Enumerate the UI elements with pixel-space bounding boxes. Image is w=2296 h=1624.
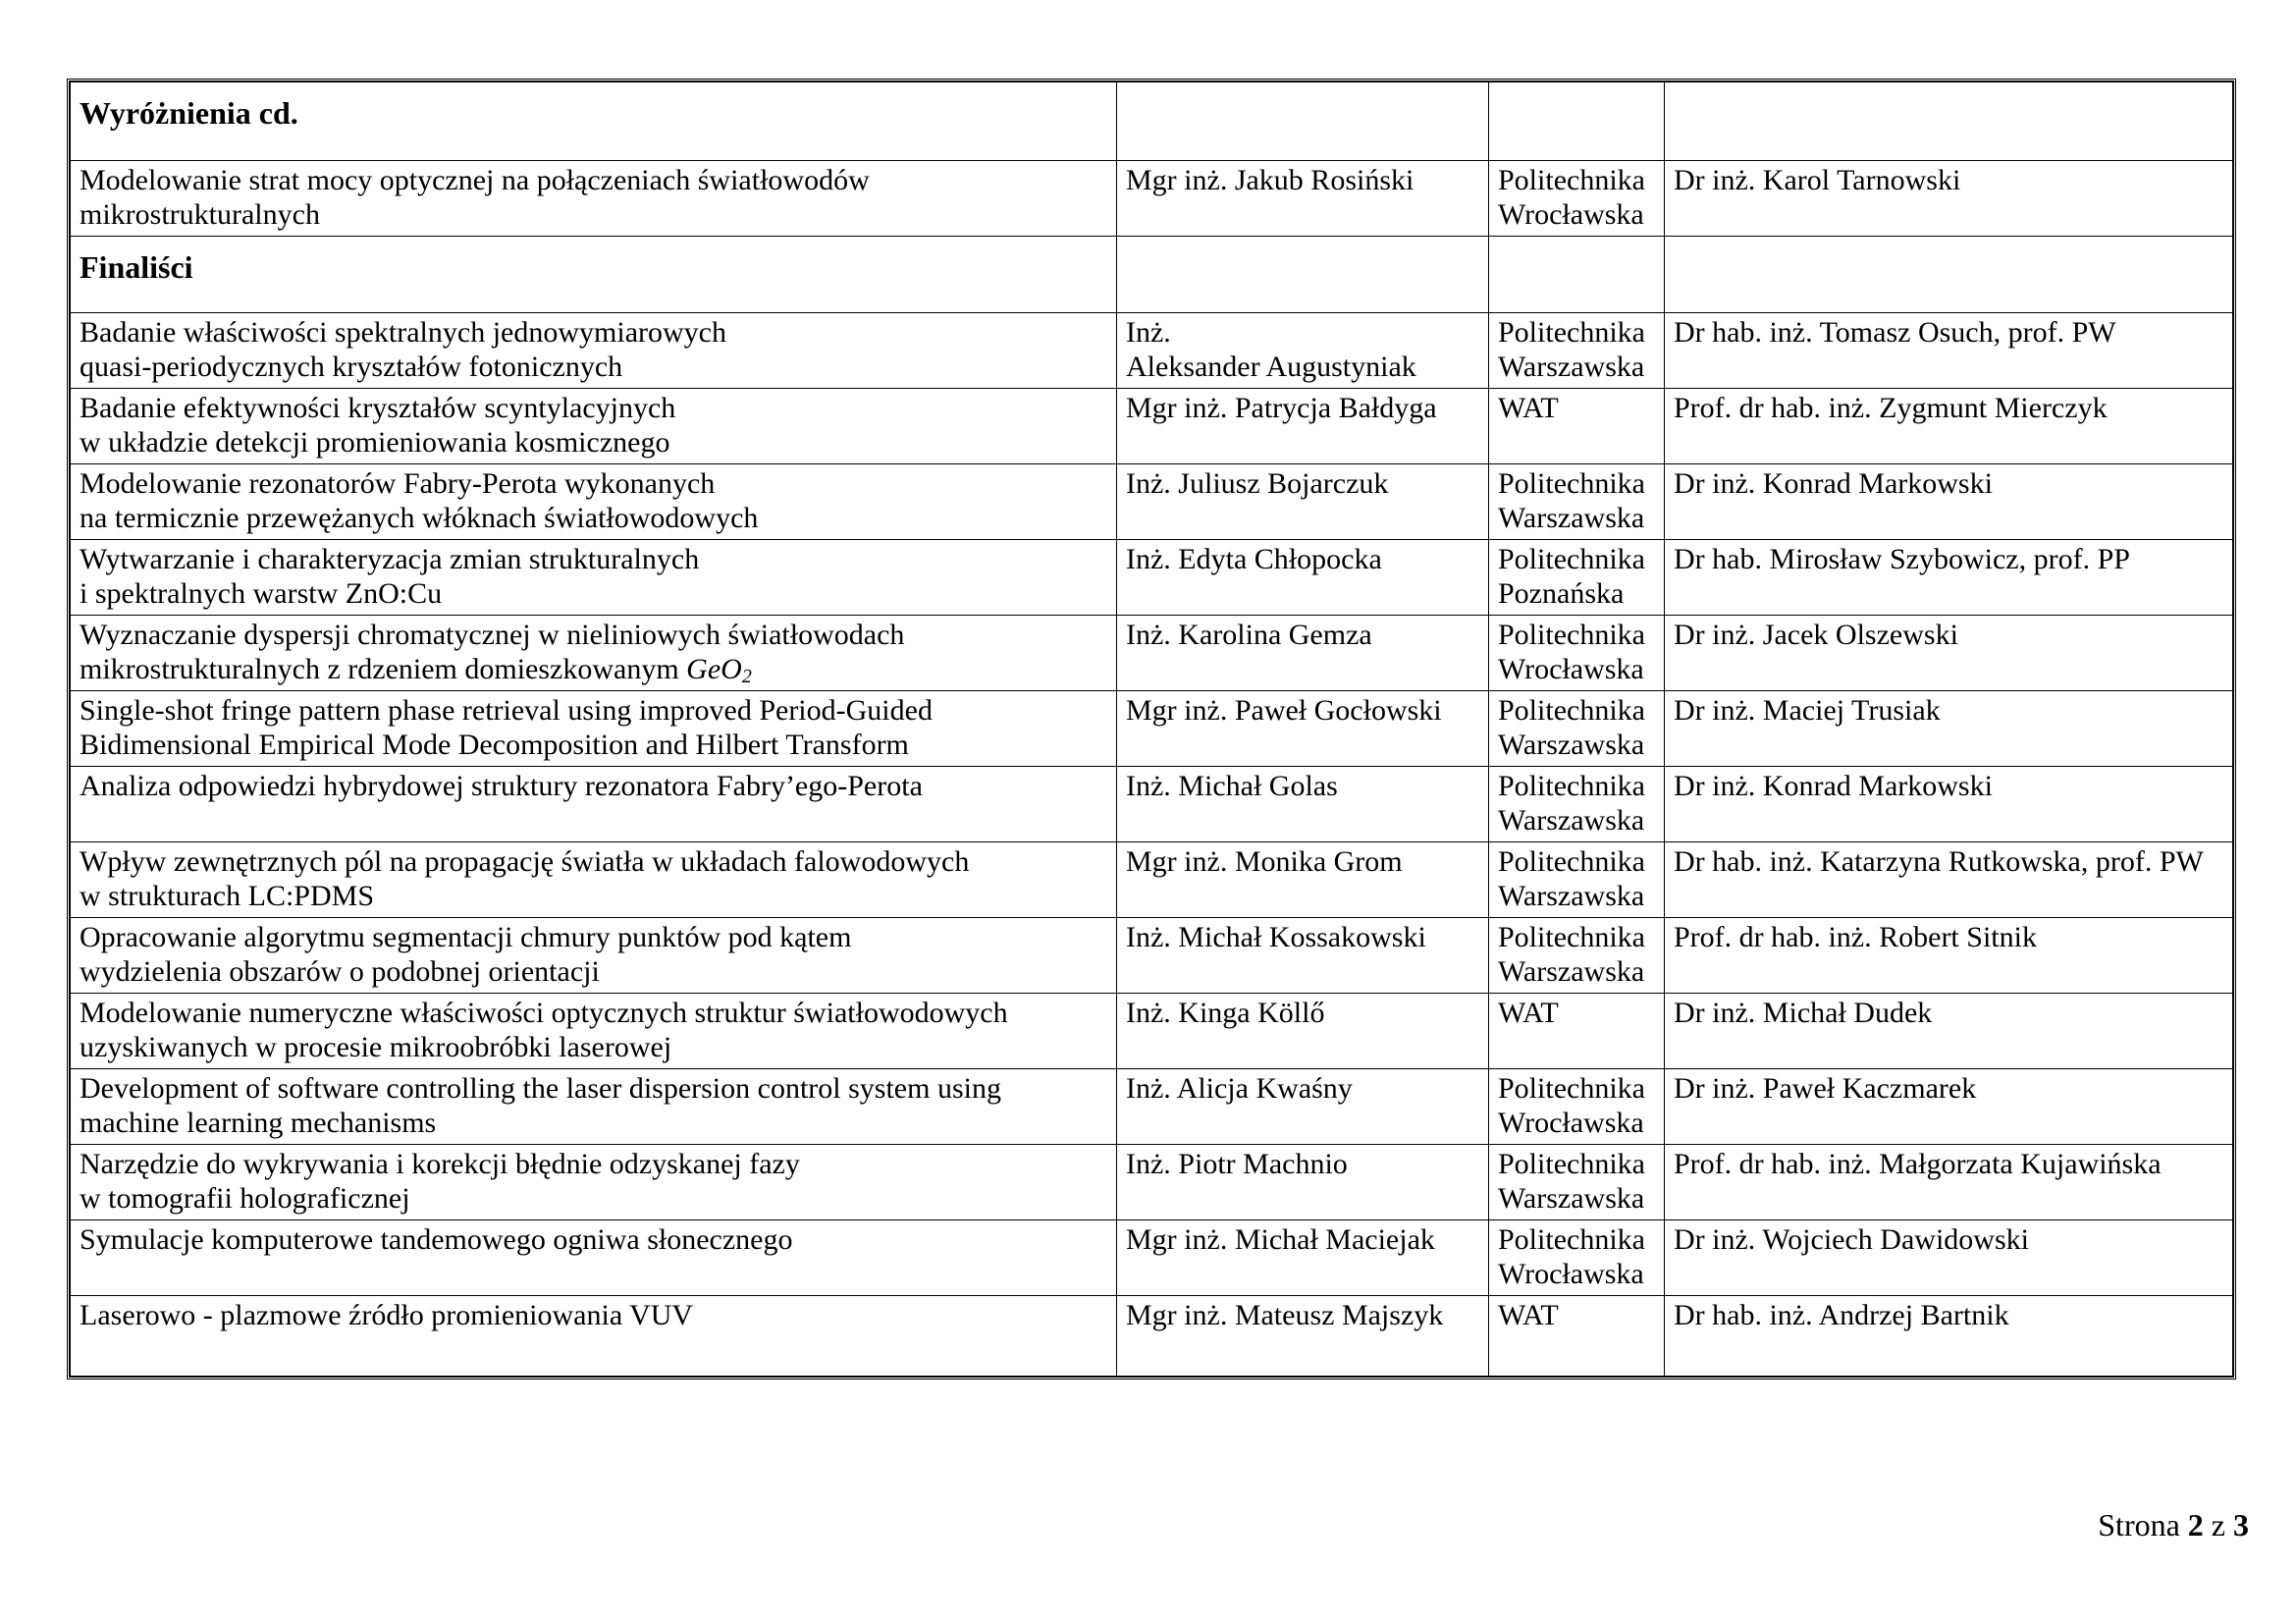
thesis-title-text: Modelowanie rezonatorów Fabry-Perota wykonanych — [80, 467, 716, 500]
author-cell — [1117, 389, 1489, 464]
supervisor-name: Dr hab. inż. Tomasz Osuch, prof. PW — [1674, 316, 2116, 349]
table-row — [71, 842, 2233, 918]
thesis-title-line — [80, 954, 1107, 989]
thesis-title-text: Wytwarzanie i charakteryzacja zmian strukturalnych — [80, 543, 700, 575]
university-name: Politechnika — [1498, 316, 1645, 349]
author-cell — [1117, 540, 1489, 616]
author-name: Inż. — [1126, 316, 1171, 349]
university-name: Warszawska — [1498, 955, 1645, 988]
university-name: Warszawska — [1498, 804, 1645, 837]
table-row — [71, 161, 2233, 237]
supervisor-name: Dr hab. inż. Katarzyna Rutkowska, prof. PW — [1674, 845, 2204, 878]
supervisor-cell — [1665, 1145, 2233, 1220]
supervisor-name: Dr inż. Maciej Trusiak — [1674, 694, 1941, 727]
supervisor-name: Dr inż. Konrad Markowski — [1674, 770, 1993, 802]
thesis-title-cell — [71, 161, 1117, 237]
author-cell — [1117, 691, 1489, 767]
university-name: Wrocławska — [1498, 653, 1644, 685]
thesis-title-text: uzyskiwanych w procesie mikroobróbki laserowej — [80, 1031, 672, 1063]
empty-cell — [1117, 237, 1489, 313]
thesis-title-text: na termicznie przewężanych włóknach światłowodowych — [80, 502, 759, 534]
thesis-title-line — [80, 197, 1107, 232]
thesis-title-cell — [71, 540, 1117, 616]
university-cell — [1489, 918, 1665, 994]
page-number-separator: z — [2211, 1507, 2225, 1543]
university-cell — [1489, 389, 1665, 464]
thesis-title-line — [80, 728, 1107, 762]
thesis-title-line — [80, 501, 1107, 535]
thesis-title-text: Laserowo - plazmowe źródło promieniowania VUV — [80, 1299, 694, 1331]
university-name: Wrocławska — [1498, 1258, 1644, 1290]
thesis-title-cell — [71, 1069, 1117, 1145]
university-name: Politechnika — [1498, 845, 1645, 878]
thesis-title-line — [80, 879, 1107, 913]
thesis-title-cell — [71, 994, 1117, 1069]
university-name: Warszawska — [1498, 729, 1645, 761]
university-name: Warszawska — [1498, 880, 1645, 912]
table-row — [71, 1145, 2233, 1220]
thesis-title-line — [80, 542, 1107, 576]
section-title-cell — [71, 237, 1117, 313]
author-name: Inż. Piotr Machnio — [1126, 1148, 1348, 1180]
thesis-title-line — [80, 1030, 1107, 1064]
university-name: Politechnika — [1498, 694, 1645, 727]
author-cell — [1117, 918, 1489, 994]
university-name: Poznańska — [1498, 577, 1625, 610]
section-title: Wyróżnienia cd. — [80, 95, 298, 131]
author-cell — [1117, 464, 1489, 540]
university-name: Warszawska — [1498, 502, 1645, 534]
thesis-title-text: mikrostrukturalnych — [80, 198, 320, 231]
table-row — [71, 389, 2233, 464]
thesis-title-line — [80, 920, 1107, 954]
supervisor-cell — [1665, 842, 2233, 918]
supervisor-name: Prof. dr hab. inż. Zygmunt Mierczyk — [1674, 392, 2108, 424]
supervisor-cell — [1665, 540, 2233, 616]
thesis-title-text: i spektralnych warstw ZnO:Cu — [80, 577, 443, 610]
thesis-title-line — [80, 652, 1107, 686]
thesis-title-text: quasi-periodycznych kryształów fotonicznych — [80, 351, 623, 383]
supervisor-cell — [1665, 691, 2233, 767]
thesis-title-line — [80, 163, 1107, 197]
thesis-title-cell — [71, 313, 1117, 389]
thesis-title-cell — [71, 842, 1117, 918]
supervisor-name: Prof. dr hab. inż. Małgorzata Kujawińska — [1674, 1148, 2162, 1180]
author-cell — [1117, 1145, 1489, 1220]
author-cell — [1117, 842, 1489, 918]
thesis-title-line — [80, 1298, 1107, 1332]
page-number-current: 2 — [2187, 1507, 2204, 1543]
university-cell — [1489, 1069, 1665, 1145]
thesis-title-cell — [71, 389, 1117, 464]
author-name: Mgr inż. Patrycja Bałdyga — [1126, 392, 1437, 424]
supervisor-name: Dr hab. Mirosław Szybowicz, prof. PP — [1674, 543, 2130, 575]
author-cell — [1117, 313, 1489, 389]
thesis-title-line — [80, 1222, 1107, 1257]
thesis-title-line — [80, 576, 1107, 611]
university-cell — [1489, 1220, 1665, 1296]
page-number-label: Strona — [2098, 1507, 2180, 1543]
empty-cell — [1665, 237, 2233, 313]
empty-cell — [1489, 237, 1665, 313]
thesis-title-text: mikrostrukturalnych z rdzeniem domieszkowanym — [80, 653, 679, 685]
thesis-title-text: Wpływ zewnętrznych pól na propagację światła w układach falowodowych — [80, 845, 970, 878]
author-name: Inż. Alicja Kwaśny — [1126, 1072, 1353, 1105]
university-cell — [1489, 616, 1665, 691]
university-cell — [1489, 313, 1665, 389]
author-name: Mgr inż. Jakub Rosiński — [1126, 164, 1415, 196]
author-cell — [1117, 1220, 1489, 1296]
author-cell — [1117, 616, 1489, 691]
supervisor-name: Dr inż. Konrad Markowski — [1674, 467, 1993, 500]
thesis-title-text: wydzielenia obszarów o podobnej orientacji — [80, 955, 600, 988]
thesis-title-cell — [71, 691, 1117, 767]
university-name: Politechnika — [1498, 1148, 1645, 1180]
author-name: Inż. Kinga Köllő — [1126, 997, 1325, 1029]
thesis-title-text: Badanie efektywności kryształów scyntylacyjnych — [80, 392, 676, 424]
author-name: Mgr inż. Paweł Gocłowski — [1126, 694, 1442, 727]
supervisor-name: Dr inż. Paweł Kaczmarek — [1674, 1072, 1977, 1105]
university-cell — [1489, 540, 1665, 616]
university-name: Wrocławska — [1498, 1107, 1644, 1139]
thesis-title-text: Development of software controlling the laser dispersion control system using — [80, 1072, 1001, 1105]
thesis-title-text: w układzie detekcji promieniowania kosmicznego — [80, 426, 670, 459]
table-row — [71, 918, 2233, 994]
thesis-title-text: machine learning mechanisms — [80, 1107, 437, 1139]
author-cell — [1117, 767, 1489, 842]
table-row — [71, 691, 2233, 767]
thesis-title-line — [80, 844, 1107, 879]
empty-cell — [1489, 82, 1665, 161]
results-table-body — [71, 82, 2233, 1377]
author-name: Mgr inż. Michał Maciejak — [1126, 1223, 1435, 1256]
table-row — [71, 313, 2233, 389]
supervisor-cell — [1665, 767, 2233, 842]
thesis-title-text: Modelowanie numeryczne właściwości optycznych struktur światłowodowych — [80, 997, 1008, 1029]
table-row — [71, 540, 2233, 616]
supervisor-cell — [1665, 1069, 2233, 1145]
page-number — [2098, 1507, 2249, 1543]
thesis-title-line — [80, 618, 1107, 652]
supervisor-cell — [1665, 1296, 2233, 1377]
thesis-title-line — [80, 1147, 1107, 1181]
university-name: Politechnika — [1498, 543, 1645, 575]
empty-cell — [1665, 82, 2233, 161]
university-name: Warszawska — [1498, 1182, 1645, 1215]
results-table-frame — [67, 79, 2236, 1380]
thesis-title-text: Wyznaczanie dyspersji chromatycznej w nieliniowych światłowodach — [80, 619, 905, 651]
university-name: Politechnika — [1498, 921, 1645, 953]
author-cell — [1117, 1296, 1489, 1377]
supervisor-cell — [1665, 389, 2233, 464]
thesis-title-cell — [71, 464, 1117, 540]
section-header-row — [71, 82, 2233, 161]
supervisor-name: Prof. dr hab. inż. Robert Sitnik — [1674, 921, 2037, 953]
thesis-title-line — [80, 693, 1107, 728]
thesis-title-text: Opracowanie algorytmu segmentacji chmury punktów pod kątem — [80, 921, 852, 953]
university-cell — [1489, 161, 1665, 237]
thesis-title-line — [80, 996, 1107, 1030]
thesis-title-text: w strukturach LC:PDMS — [80, 880, 374, 912]
university-cell — [1489, 842, 1665, 918]
supervisor-cell — [1665, 313, 2233, 389]
university-name: Politechnika — [1498, 619, 1645, 651]
university-name: Politechnika — [1498, 770, 1645, 802]
university-name: WAT — [1498, 997, 1559, 1029]
table-row — [71, 767, 2233, 842]
university-name: Wrocławska — [1498, 198, 1644, 231]
table-row — [71, 1220, 2233, 1296]
thesis-title-line — [80, 391, 1107, 425]
university-name: Politechnika — [1498, 467, 1645, 500]
supervisor-name: Dr inż. Wojciech Dawidowski — [1674, 1223, 2029, 1256]
section-header-row — [71, 237, 2233, 313]
thesis-title-cell — [71, 616, 1117, 691]
thesis-title-line — [80, 350, 1107, 384]
supervisor-cell — [1665, 918, 2233, 994]
author-name: Inż. Edyta Chłopocka — [1126, 543, 1382, 575]
university-name: WAT — [1498, 1299, 1559, 1331]
supervisor-cell — [1665, 994, 2233, 1069]
university-name: Politechnika — [1498, 1072, 1645, 1105]
thesis-title-text: w tomografii holograficznej — [80, 1182, 410, 1215]
author-name: Inż. Michał Kossakowski — [1126, 921, 1426, 953]
thesis-title-line — [80, 1181, 1107, 1216]
section-title-cell — [71, 82, 1117, 161]
thesis-title-line — [80, 315, 1107, 350]
university-name: Warszawska — [1498, 351, 1645, 383]
author-name: Mgr inż. Monika Grom — [1126, 845, 1403, 878]
author-name: Inż. Juliusz Bojarczuk — [1126, 467, 1389, 500]
thesis-title-text: Analiza odpowiedzi hybrydowej struktury rezonatora Fabry’ego-Perota — [80, 770, 923, 802]
thesis-title-cell — [71, 918, 1117, 994]
supervisor-name: Dr inż. Karol Tarnowski — [1674, 164, 1961, 196]
formula-base: GeO — [686, 653, 742, 685]
author-cell — [1117, 1069, 1489, 1145]
thesis-title-line — [80, 1106, 1107, 1140]
supervisor-name: Dr inż. Jacek Olszewski — [1674, 619, 1958, 651]
thesis-title-line — [80, 769, 1107, 803]
supervisor-name: Dr hab. inż. Andrzej Bartnik — [1674, 1299, 2009, 1331]
supervisor-cell — [1665, 464, 2233, 540]
thesis-title-text: Modelowanie strat mocy optycznej na połączeniach światłowodów — [80, 164, 870, 196]
results-table — [70, 81, 2233, 1377]
supervisor-name: Dr inż. Michał Dudek — [1674, 997, 1933, 1029]
university-name: Politechnika — [1498, 164, 1645, 196]
author-name: Aleksander Augustyniak — [1126, 351, 1416, 383]
table-row — [71, 1296, 2233, 1377]
author-name: Mgr inż. Mateusz Majszyk — [1126, 1299, 1444, 1331]
author-cell — [1117, 994, 1489, 1069]
thesis-title-text: Narzędzie do wykrywania i korekcji błędnie odzyskanej fazy — [80, 1148, 800, 1180]
supervisor-cell — [1665, 1220, 2233, 1296]
thesis-title-line — [80, 1071, 1107, 1106]
chemical-formula — [686, 653, 752, 685]
formula-subscript: 2 — [741, 666, 752, 687]
author-cell — [1117, 161, 1489, 237]
thesis-title-text: Single-shot fringe pattern phase retrieval using improved Period-Guided — [80, 694, 933, 727]
author-name: Inż. Karolina Gemza — [1126, 619, 1372, 651]
university-cell — [1489, 691, 1665, 767]
university-cell — [1489, 994, 1665, 1069]
table-row — [71, 464, 2233, 540]
section-title: Finaliści — [80, 249, 193, 285]
table-row — [71, 616, 2233, 691]
thesis-title-text: Bidimensional Empirical Mode Decomposition and Hilbert Transform — [80, 729, 909, 761]
thesis-title-cell — [71, 1296, 1117, 1377]
empty-cell — [1117, 82, 1489, 161]
page-number-total: 3 — [2233, 1507, 2249, 1543]
supervisor-cell — [1665, 616, 2233, 691]
thesis-title-cell — [71, 1145, 1117, 1220]
university-cell — [1489, 767, 1665, 842]
university-cell — [1489, 464, 1665, 540]
table-row — [71, 994, 2233, 1069]
university-cell — [1489, 1145, 1665, 1220]
thesis-title-line — [80, 466, 1107, 501]
university-name: Politechnika — [1498, 1223, 1645, 1256]
thesis-title-line — [80, 425, 1107, 460]
table-row — [71, 1069, 2233, 1145]
thesis-title-text: Badanie właściwości spektralnych jednowymiarowych — [80, 316, 726, 349]
thesis-title-text: Symulacje komputerowe tandemowego ogniwa słonecznego — [80, 1223, 793, 1256]
university-name: WAT — [1498, 392, 1559, 424]
author-name: Inż. Michał Golas — [1126, 770, 1338, 802]
university-cell — [1489, 1296, 1665, 1377]
supervisor-cell — [1665, 161, 2233, 237]
thesis-title-cell — [71, 767, 1117, 842]
thesis-title-cell — [71, 1220, 1117, 1296]
